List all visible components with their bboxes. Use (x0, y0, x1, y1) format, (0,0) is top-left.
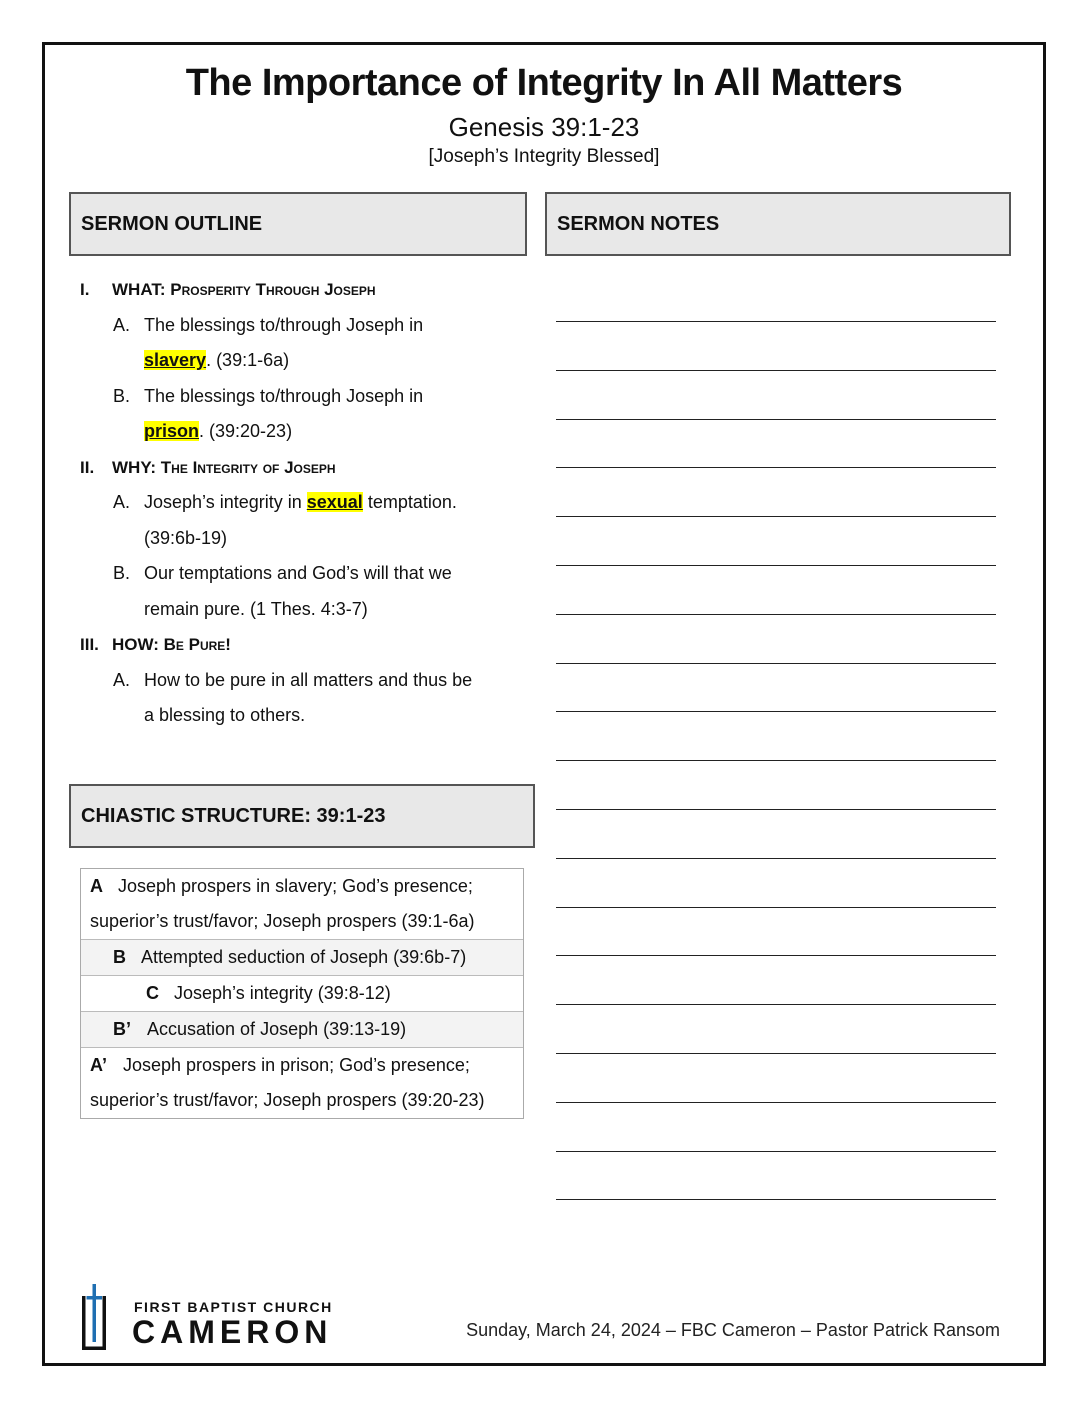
outline-subpoint (80, 485, 530, 521)
note-line (556, 565, 996, 566)
outline-point (80, 627, 530, 663)
outline-point-number: III. (80, 635, 99, 654)
outline-subpoint-letter: A. (113, 669, 131, 690)
outline-point-lead: WHY: (112, 457, 161, 477)
fill-in-blank-answer: slavery (144, 350, 207, 370)
outline-point (80, 450, 530, 486)
outline-subpoint-letter: B. (113, 563, 131, 583)
note-line (556, 419, 996, 420)
chiastic-text: Joseph prospers in prison; God’s presence; (123, 1055, 470, 1075)
outline-point-number: II. (80, 457, 95, 477)
sermon-subtitle: [Joseph’s Integrity Blessed] (428, 146, 660, 167)
fill-in-blank-answer: prison (144, 421, 200, 441)
outline-point-lead: WHAT: (112, 280, 171, 299)
outline-point-title: Be Pure! (163, 635, 231, 654)
chiastic-text-continued: superior’s trust/favor; Joseph prospers (39:20-23) (90, 1090, 485, 1110)
chiastic-text: Joseph’s integrity (39:8-12) (174, 983, 391, 1003)
chiastic-row-b (81, 939, 523, 975)
chiastic-row-b-prime (81, 1011, 523, 1047)
chiastic-structure-heading: CHIASTIC STRUCTURE: 39:1-23 (69, 784, 535, 848)
note-line (556, 321, 996, 322)
chiastic-letter: B’ (113, 1019, 131, 1039)
note-line (556, 467, 996, 468)
note-line (556, 516, 996, 517)
chiastic-row-c (81, 975, 523, 1011)
footer-date-pastor: Sunday, March 24, 2024 – FBC Cameron – Pastor Patrick Ransom (466, 1320, 1000, 1340)
chiastic-letter: C (146, 983, 159, 1003)
chiastic-row-a (81, 869, 523, 939)
outline-subpoint-continued (80, 343, 530, 379)
outline-subpoint-text: Our temptations and God’s will that we (144, 563, 452, 583)
note-line (556, 858, 996, 859)
outline-subpoint (80, 663, 530, 699)
note-line (556, 1102, 996, 1103)
outline-subpoint-text: How to be pure in all matters and thus be (144, 669, 473, 690)
note-line (556, 711, 996, 712)
chiastic-letter: A’ (90, 1055, 108, 1075)
note-line (556, 955, 996, 956)
outline-point-number: I. (80, 280, 90, 299)
note-line (556, 1199, 996, 1200)
sermon-notes-heading: SERMON NOTES (545, 192, 1011, 256)
outline-subpoint-text: The blessings to/through Joseph in (144, 314, 424, 335)
sermon-outline-heading: SERMON OUTLINE (69, 192, 527, 256)
sermon-outline (80, 272, 530, 734)
outline-point-lead: HOW: (112, 635, 164, 654)
outline-subpoint-reference: (39:6b-19) (144, 527, 228, 548)
chiastic-text: Accusation of Joseph (39:13-19) (147, 1019, 407, 1039)
page-title: The Importance of Integrity In All Matters (185, 62, 903, 104)
logo-wordmark-top: FIRST BAPTIST CHURCH (134, 1299, 333, 1315)
chiastic-text-continued: superior’s trust/favor; Joseph prospers (39:1-6a) (90, 911, 475, 931)
outline-subpoint (80, 379, 530, 415)
note-line (556, 1004, 996, 1005)
outline-subpoint-text: Joseph’s integrity in (144, 492, 307, 512)
outline-subpoint-continued (80, 592, 530, 628)
note-line (556, 907, 996, 908)
chiastic-letter: A (90, 876, 103, 896)
outline-subpoint-reference: . (39:20-23) (199, 421, 293, 441)
outline-subpoint (80, 556, 530, 592)
note-line (556, 663, 996, 664)
outline-subpoint-continued (80, 414, 530, 450)
outline-subpoint-letter: B. (113, 385, 131, 406)
chiastic-text: Attempted seduction of Joseph (39:6b-7) (141, 947, 467, 967)
outline-subpoint-continued (80, 521, 530, 557)
outline-point (80, 272, 530, 308)
note-line (556, 370, 996, 371)
church-logo (82, 1284, 362, 1350)
cross-icon (82, 1284, 106, 1350)
note-line (556, 809, 996, 810)
note-line (556, 1151, 996, 1152)
outline-subpoint-continued (80, 698, 530, 734)
note-line (556, 760, 996, 761)
outline-subpoint-text: The blessings to/through Joseph in (144, 385, 424, 406)
note-line (556, 614, 996, 615)
outline-subpoint-text-after: temptation. (362, 492, 457, 512)
chiastic-row-a-prime (81, 1047, 523, 1118)
outline-subpoint-reference: . (39:1-6a) (206, 350, 290, 370)
fill-in-blank-answer: sexual (306, 492, 363, 512)
outline-subpoint-letter: A. (113, 492, 131, 512)
chiastic-structure-table (80, 868, 524, 1119)
outline-subpoint-text: a blessing to others. (144, 705, 306, 725)
outline-subpoint-letter: A. (113, 314, 131, 335)
outline-point-title: The Integrity of Joseph (160, 457, 336, 477)
chiastic-letter: B (113, 947, 126, 967)
note-line (556, 1053, 996, 1054)
outline-point-title: Prosperity Through Joseph (170, 280, 376, 299)
scripture-reference: Genesis 39:1-23 (448, 112, 640, 142)
outline-subpoint-text: remain pure. (1 Thes. 4:3-7) (144, 598, 368, 619)
outline-subpoint (80, 308, 530, 344)
chiastic-text: Joseph prospers in slavery; God’s presence; (118, 876, 473, 896)
logo-wordmark-bottom: CAMERON (132, 1314, 333, 1350)
